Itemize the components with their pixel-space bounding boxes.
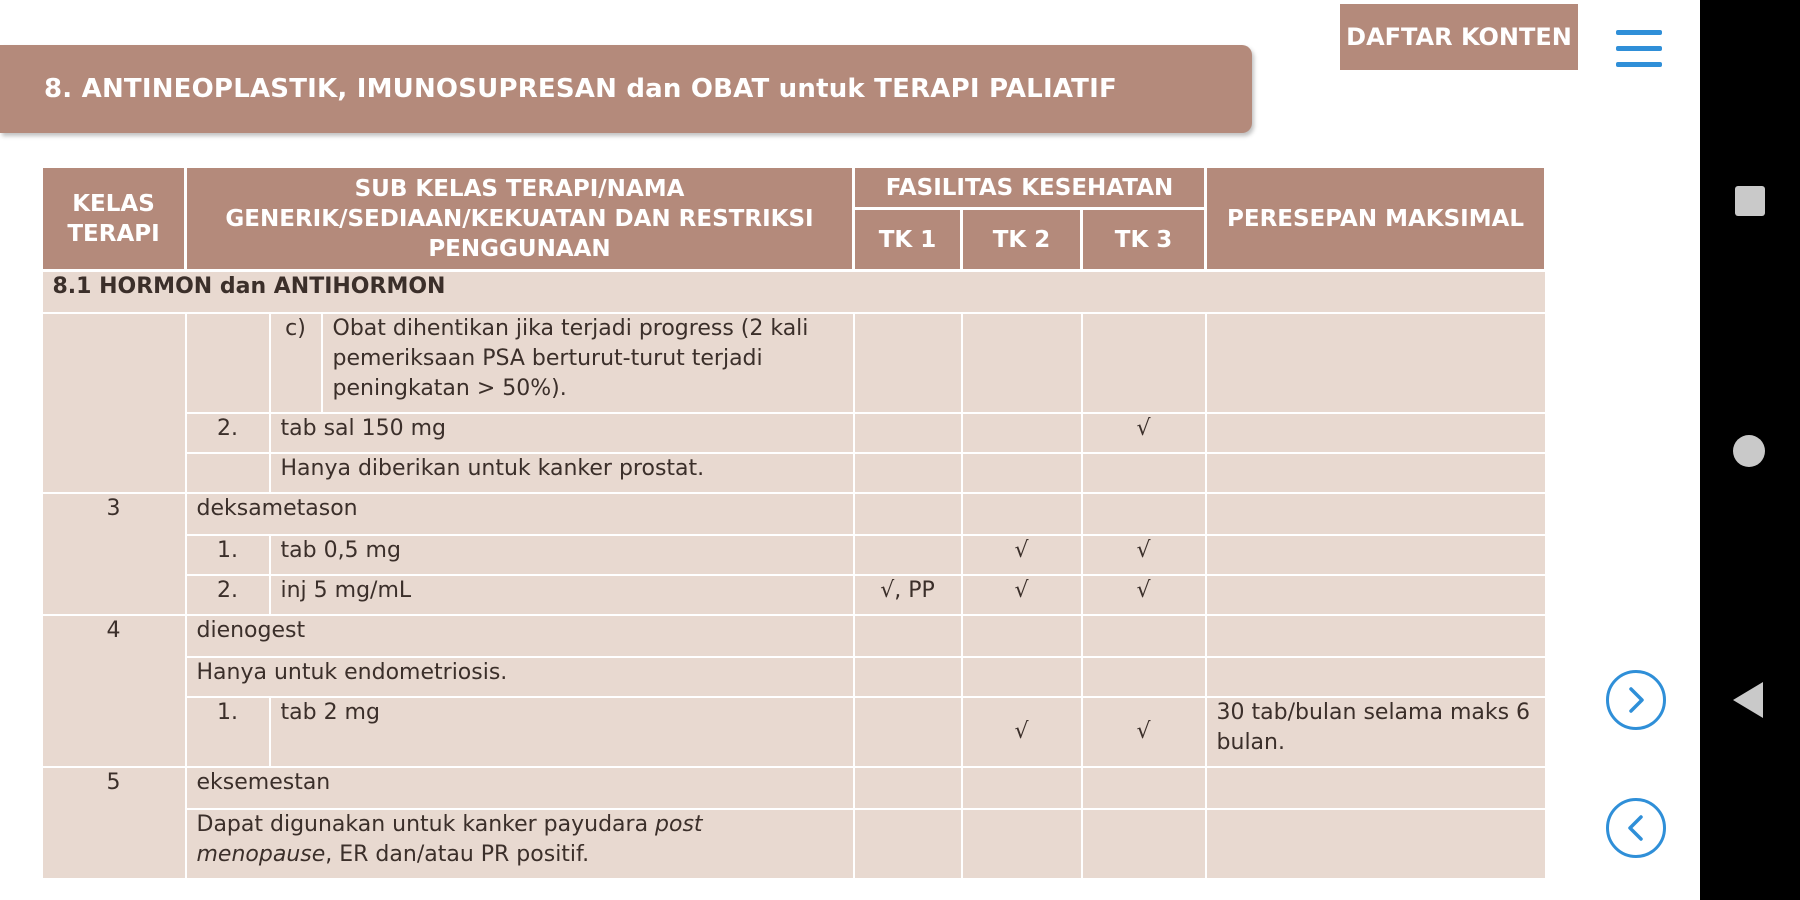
tk2-check: √ xyxy=(962,575,1082,615)
item-number: 1. xyxy=(186,697,270,767)
tk3-check: √ xyxy=(1082,535,1206,575)
table-row xyxy=(42,271,1546,313)
toc-button[interactable]: DAFTAR KONTEN xyxy=(1340,4,1578,70)
table-row xyxy=(42,767,1546,809)
formulary-table xyxy=(40,165,1547,880)
table-row xyxy=(42,413,1546,453)
item-number: 2. xyxy=(186,413,270,453)
table-row xyxy=(42,313,1546,413)
header-tk2: TK 2 xyxy=(962,209,1082,271)
restriction-text: Hanya untuk endometriosis. xyxy=(186,657,854,697)
drug-name: dienogest xyxy=(186,615,854,657)
restriction-part: , ER dan/atau PR positif. xyxy=(325,841,590,867)
chevron-right-icon xyxy=(1623,685,1649,715)
tk2-check: √ xyxy=(962,697,1082,767)
section-title: 8. ANTINEOPLASTIK, IMUNOSUPRESAN dan OBAT untuk TERAPI PALIATIF xyxy=(44,74,1117,104)
restriction-text xyxy=(186,809,854,879)
table-row xyxy=(42,535,1546,575)
header-tk1: TK 1 xyxy=(854,209,962,271)
section-title-banner xyxy=(0,45,1252,133)
table-row xyxy=(42,493,1546,535)
num-cell xyxy=(186,453,270,493)
kelas-number: 3 xyxy=(42,493,186,615)
previous-page-button[interactable] xyxy=(1606,798,1666,858)
side-controls xyxy=(1580,0,1700,900)
table-row xyxy=(42,697,1546,767)
header-sub-kelas: SUB KELAS TERAPI/NAMA GENERIK/SEDIAAN/KEKUATAN DAN RESTRIKSI PENGGUNAAN xyxy=(186,167,854,271)
item-text: tab sal 150 mg xyxy=(270,413,854,453)
back-triangle-icon[interactable] xyxy=(1733,682,1763,718)
item-text: tab 0,5 mg xyxy=(270,535,854,575)
header-fasilitas: FASILITAS KESEHATAN xyxy=(854,167,1206,209)
item-text: tab 2 mg xyxy=(270,697,854,767)
item-number: 2. xyxy=(186,575,270,615)
restriction-part: Dapat digunakan untuk kanker payudara xyxy=(196,811,656,837)
category-heading: 8.1 HORMON dan ANTIHORMON xyxy=(42,271,1546,313)
tk2-check: √ xyxy=(962,535,1082,575)
next-page-button[interactable] xyxy=(1606,670,1666,730)
header-peresepan: PERESEPAN MAKSIMAL xyxy=(1206,167,1546,271)
chevron-left-icon xyxy=(1623,813,1649,843)
item-text: Obat dihentikan jika terjadi progress (2 kali pemeriksaan PSA berturut-turut terjadi peningkatan > 50%). xyxy=(322,313,854,413)
hamburger-menu-icon[interactable] xyxy=(1614,28,1666,70)
tk3-check: √ xyxy=(1082,413,1206,453)
kelas-number: 4 xyxy=(42,615,186,767)
table-row xyxy=(42,615,1546,657)
item-marker: c) xyxy=(270,313,322,413)
max-prescription: 30 tab/bulan selama maks 6 bulan. xyxy=(1206,697,1546,767)
tk3-check: √ xyxy=(1082,697,1206,767)
table-row xyxy=(42,657,1546,697)
item-number: 1. xyxy=(186,535,270,575)
restriction-italic: post menopause xyxy=(196,811,703,867)
recents-square-icon[interactable] xyxy=(1735,186,1765,216)
num-cell xyxy=(186,313,270,413)
drug-name: deksametason xyxy=(186,493,854,535)
system-navigation-bar xyxy=(1700,0,1800,900)
table-row xyxy=(42,575,1546,615)
restriction-text: Hanya diberikan untuk kanker prostat. xyxy=(270,453,854,493)
table-row xyxy=(42,453,1546,493)
tk3-check: √ xyxy=(1082,575,1206,615)
kelas-cell xyxy=(42,313,186,493)
header-kelas-terapi: KELAS TERAPI xyxy=(42,167,186,271)
item-text: inj 5 mg/mL xyxy=(270,575,854,615)
header-tk3: TK 3 xyxy=(1082,209,1206,271)
tk1-check: √, PP xyxy=(854,575,962,615)
home-circle-icon[interactable] xyxy=(1733,435,1765,467)
kelas-number: 5 xyxy=(42,767,186,879)
drug-name: eksemestan xyxy=(186,767,854,809)
table-row xyxy=(42,809,1546,879)
